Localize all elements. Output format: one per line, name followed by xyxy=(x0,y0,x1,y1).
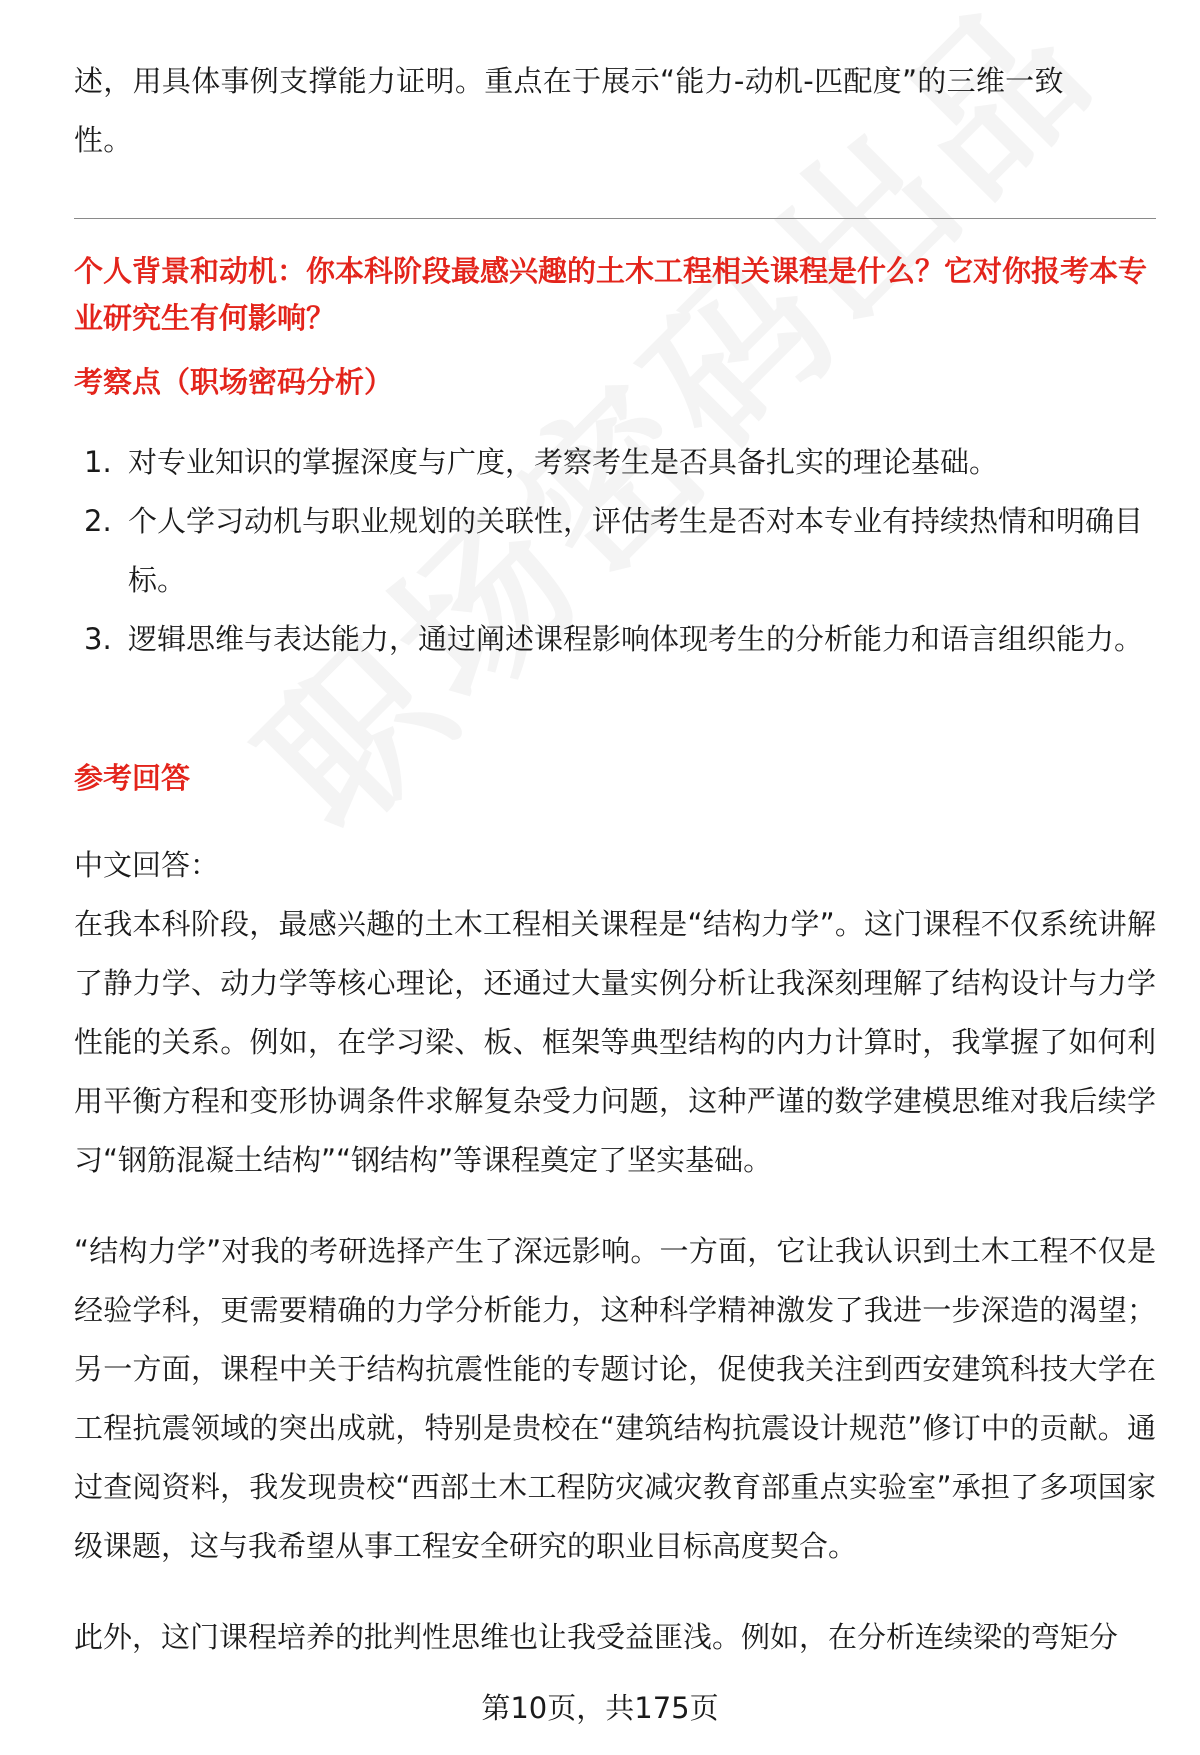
intro-block xyxy=(74,52,1144,170)
list-item-text: 对专业知识的掌握深度与广度，考察考生是否具备扎实的理论基础。 xyxy=(128,445,999,479)
points-list xyxy=(74,433,1156,669)
intro-line-1: 述，用具体事例支撑能力证明。重点在于展示“能力-动机-匹配度”的三维一致 xyxy=(74,64,1064,98)
list-item xyxy=(74,610,1156,669)
answer-heading: 参考回答 xyxy=(74,761,191,795)
answer-paragraph-3: 此外，这门课程培养的批判性思维也让我受益匪浅。例如，在分析连续梁的弯矩分 xyxy=(74,1620,1119,1654)
list-item-text: 逻辑思维与表达能力，通过阐述课程影响体现考生的分析能力和语言组织能力。 xyxy=(128,622,1144,656)
answer-paragraph-1: 在我本科阶段，最感兴趣的土木工程相关课程是“结构力学”。这门课程不仅系统讲解了静力学、动力学等核心理论，还通过大量实例分析让我深刻理解了结构设计与力学性能的关系。例如，在学习梁、板、框架等典型结构的内力计算时，我掌握了如何利用平衡方程和变形协调条件求解复杂受力问题，这种严谨的数学建模思维对我后续学习“钢筋混凝土结构”“钢结构”等课程奠定了坚实基础。 xyxy=(74,907,1156,1177)
answer-label: 中文回答： xyxy=(74,848,220,882)
points-heading: 考察点（职场密码分析） xyxy=(74,365,394,399)
list-item-number: 2. xyxy=(84,504,112,538)
list-item-number: 3. xyxy=(84,622,112,656)
list-item xyxy=(74,433,1156,492)
section-divider xyxy=(74,218,1156,219)
list-item xyxy=(74,492,1156,610)
page-number: 第10页，共175页 xyxy=(481,1691,719,1725)
list-item-text: 个人学习动机与职业规划的关联性，评估考生是否对本专业有持续热情和明确目标。 xyxy=(128,504,1144,597)
list-item-number: 1. xyxy=(84,445,112,479)
intro-line-2: 性。 xyxy=(74,123,133,157)
question-heading: 个人背景和动机：你本科阶段最感兴趣的土木工程相关课程是什么？它对你报考本专业研究生有何影响？ xyxy=(74,254,1148,335)
answer-paragraph-2: “结构力学”对我的考研选择产生了深远影响。一方面，它让我认识到土木工程不仅是经验学科，更需要精确的力学分析能力，这种科学精神激发了我进一步深造的渴望；另一方面，课程中关于结构抗震性能的专题讨论，促使我关注到西安建筑科技大学在工程抗震领域的突出成就，特别是贵校在“建筑结构抗震设计规范”修订中的贡献。通过查阅资料，我发现贵校“西部土木工程防灾减灾教育部重点实验室”承担了多项国家级课题，这与我希望从事工程安全研究的职业目标高度契合。 xyxy=(74,1234,1156,1563)
answer-body xyxy=(74,836,1156,1667)
